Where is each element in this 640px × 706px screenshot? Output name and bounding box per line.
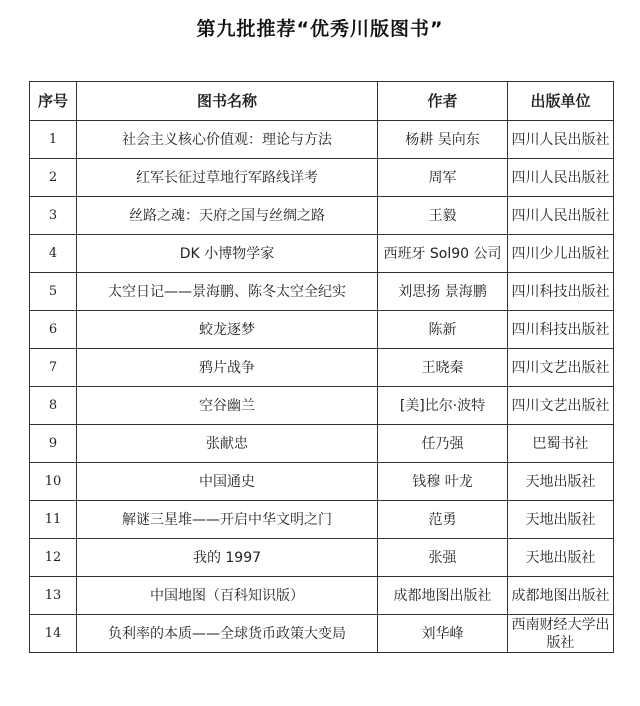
cell-book-title: 社会主义核心价值观：理论与方法 xyxy=(77,121,378,159)
cell-publisher: 四川科技出版社 xyxy=(508,311,614,349)
cell-index: 11 xyxy=(30,501,77,539)
cell-publisher: 四川人民出版社 xyxy=(508,197,614,235)
cell-book-title: DK 小博物学家 xyxy=(77,235,378,273)
cell-author: 范勇 xyxy=(378,501,508,539)
cell-author: 王毅 xyxy=(378,197,508,235)
cell-publisher: 四川人民出版社 xyxy=(508,159,614,197)
table-header-row xyxy=(30,82,614,121)
cell-index: 7 xyxy=(30,349,77,387)
cell-book-title: 红军长征过草地行军路线详考 xyxy=(77,159,378,197)
cell-index: 1 xyxy=(30,121,77,159)
cell-book-title: 空谷幽兰 xyxy=(77,387,378,425)
table-row xyxy=(30,615,614,653)
table-row xyxy=(30,159,614,197)
cell-publisher: 四川少儿出版社 xyxy=(508,235,614,273)
cell-book-title: 张献忠 xyxy=(77,425,378,463)
table-row xyxy=(30,425,614,463)
cell-index: 14 xyxy=(30,615,77,653)
table-row xyxy=(30,463,614,501)
cell-publisher: 天地出版社 xyxy=(508,539,614,577)
page-title: 第九批推荐“优秀川版图书” xyxy=(196,18,444,40)
cell-author: 王晓秦 xyxy=(378,349,508,387)
cell-book-title: 太空日记——景海鹏、陈冬太空全纪实 xyxy=(77,273,378,311)
cell-author: [美]比尔·波特 xyxy=(378,387,508,425)
cell-publisher: 巴蜀书社 xyxy=(508,425,614,463)
cell-publisher: 天地出版社 xyxy=(508,501,614,539)
cell-publisher: 西南财经大学出版社 xyxy=(508,615,614,653)
cell-book-title: 丝路之魂：天府之国与丝绸之路 xyxy=(77,197,378,235)
table-row xyxy=(30,349,614,387)
cell-author: 刘思扬 景海鹏 xyxy=(378,273,508,311)
table-row xyxy=(30,235,614,273)
cell-book-title: 鸦片战争 xyxy=(77,349,378,387)
cell-index: 5 xyxy=(30,273,77,311)
cell-index: 8 xyxy=(30,387,77,425)
cell-publisher: 成都地图出版社 xyxy=(508,577,614,615)
table-row xyxy=(30,197,614,235)
table-row xyxy=(30,121,614,159)
cell-author: 周军 xyxy=(378,159,508,197)
cell-author: 杨耕 吴向东 xyxy=(378,121,508,159)
cell-index: 9 xyxy=(30,425,77,463)
header-book-title: 图书名称 xyxy=(77,82,378,121)
cell-book-title: 解谜三星堆——开启中华文明之门 xyxy=(77,501,378,539)
cell-book-title: 中国地图（百科知识版） xyxy=(77,577,378,615)
cell-author: 西班牙 Sol90 公司 xyxy=(378,235,508,273)
table-row xyxy=(30,501,614,539)
table-row xyxy=(30,539,614,577)
header-index: 序号 xyxy=(30,82,77,121)
cell-author: 成都地图出版社 xyxy=(378,577,508,615)
cell-index: 10 xyxy=(30,463,77,501)
cell-index: 6 xyxy=(30,311,77,349)
table-row xyxy=(30,273,614,311)
cell-index: 3 xyxy=(30,197,77,235)
cell-index: 12 xyxy=(30,539,77,577)
recommended-books-table xyxy=(29,81,614,653)
cell-book-title: 负利率的本质——全球货币政策大变局 xyxy=(77,615,378,653)
header-publisher: 出版单位 xyxy=(508,82,614,121)
cell-book-title: 中国通史 xyxy=(77,463,378,501)
cell-book-title: 我的 1997 xyxy=(77,539,378,577)
cell-author: 陈新 xyxy=(378,311,508,349)
cell-publisher: 四川科技出版社 xyxy=(508,273,614,311)
cell-book-title: 蛟龙逐梦 xyxy=(77,311,378,349)
table-row xyxy=(30,577,614,615)
cell-publisher: 天地出版社 xyxy=(508,463,614,501)
table-row xyxy=(30,311,614,349)
header-author: 作者 xyxy=(378,82,508,121)
cell-publisher: 四川文艺出版社 xyxy=(508,387,614,425)
cell-index: 2 xyxy=(30,159,77,197)
cell-publisher: 四川人民出版社 xyxy=(508,121,614,159)
cell-index: 13 xyxy=(30,577,77,615)
table-row xyxy=(30,387,614,425)
cell-author: 刘华峰 xyxy=(378,615,508,653)
cell-author: 张强 xyxy=(378,539,508,577)
cell-author: 任乃强 xyxy=(378,425,508,463)
cell-publisher: 四川文艺出版社 xyxy=(508,349,614,387)
cell-author: 钱穆 叶龙 xyxy=(378,463,508,501)
cell-index: 4 xyxy=(30,235,77,273)
